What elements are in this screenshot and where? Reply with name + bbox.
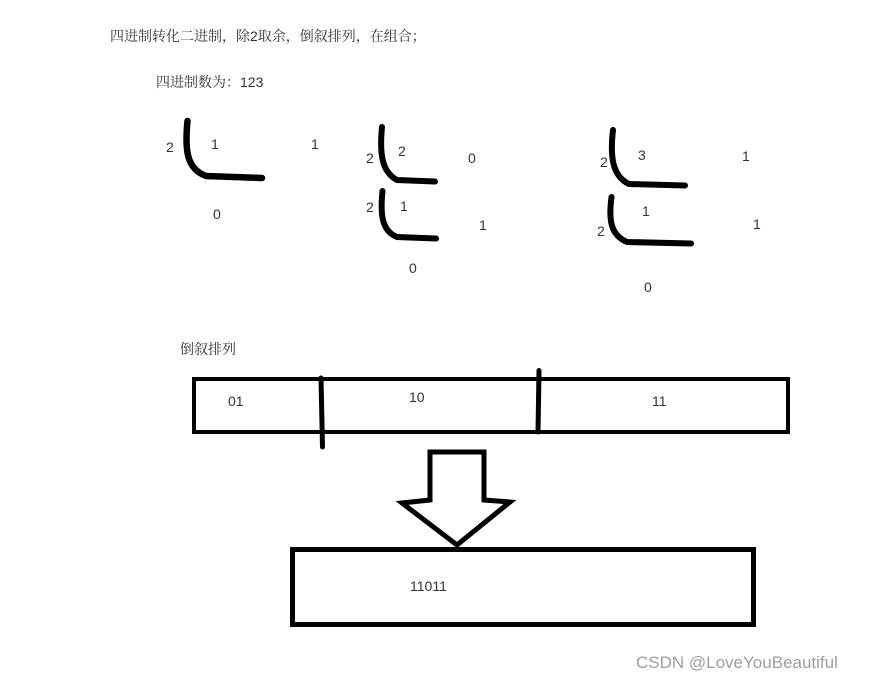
quotient-value: 0 xyxy=(644,279,652,295)
dividend-value: 3 xyxy=(638,147,646,163)
division-bracket-icon xyxy=(612,130,685,186)
division-bracket-icon xyxy=(610,197,691,244)
division-bracket-icon xyxy=(381,127,435,182)
bits-cell: 10 xyxy=(409,389,425,405)
remainder-value: 0 xyxy=(468,150,476,166)
divisor-value: 2 xyxy=(366,150,374,166)
page-title: 四进制转化二进制，除2取余，倒叙排列，在组合； xyxy=(110,28,426,44)
division-bracket-icon xyxy=(186,121,262,178)
down-arrow-icon xyxy=(402,452,510,545)
quotient-value: 0 xyxy=(409,260,417,276)
remainder-value: 1 xyxy=(311,136,319,152)
quotient-value: 0 xyxy=(213,206,221,222)
remainder-value: 1 xyxy=(479,217,487,233)
divisor-value: 2 xyxy=(166,139,174,155)
dividend-value: 1 xyxy=(211,136,219,152)
divisor-value: 2 xyxy=(597,223,605,239)
dividend-value: 1 xyxy=(642,203,650,219)
dividend-value: 1 xyxy=(400,198,408,214)
remainder-value: 1 xyxy=(753,216,761,232)
base4-number-label: 四进制数为：123 xyxy=(156,74,264,90)
bits-cell: 11 xyxy=(652,393,667,409)
division-bracket-icon xyxy=(382,191,436,239)
result-box xyxy=(290,547,756,627)
bits-cell: 01 xyxy=(228,393,244,409)
binary-result-value: 11011 xyxy=(410,578,447,594)
divisor-value: 2 xyxy=(600,154,608,170)
reversed-bits-box xyxy=(192,377,790,434)
remainder-value: 1 xyxy=(742,148,750,164)
dividend-value: 2 xyxy=(398,143,406,159)
divisor-value: 2 xyxy=(366,199,374,215)
csdn-watermark: CSDN @LoveYouBeautiful xyxy=(636,653,838,672)
reverse-order-label: 倒叙排列 xyxy=(180,341,236,357)
